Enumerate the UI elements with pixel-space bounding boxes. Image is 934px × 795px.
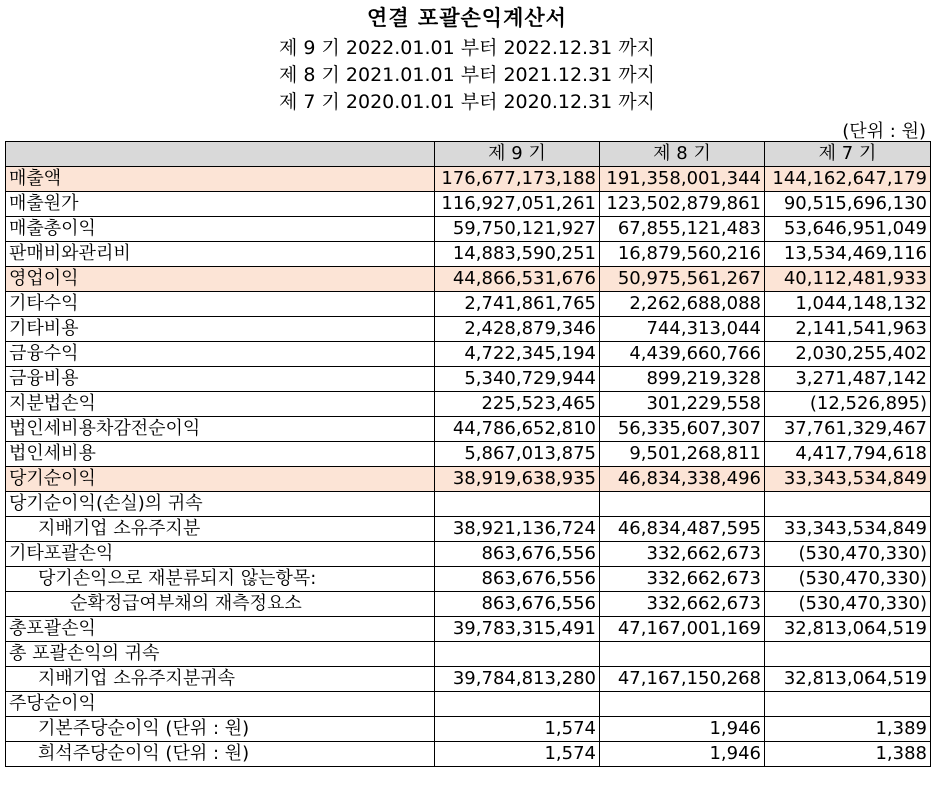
table-row <box>6 292 931 317</box>
table-row <box>6 217 931 242</box>
row-label: 당기순이익(손실)의 귀속 <box>6 492 435 517</box>
period-line-7: 제 7 기 2020.01.01 부터 2020.12.31 까지 <box>278 91 656 113</box>
row-label: 매출원가 <box>6 192 435 217</box>
value-period-8: 47,167,001,169 <box>600 617 765 642</box>
value-period-9: 2,428,879,346 <box>435 317 600 342</box>
table-row <box>6 642 931 667</box>
row-label: 당기손익으로 재분류되지 않는항목: <box>6 567 435 592</box>
row-label: 기타비용 <box>6 317 435 342</box>
value-period-9: 5,340,729,944 <box>435 367 600 392</box>
value-period-7: 1,044,148,132 <box>765 292 931 317</box>
row-label: 희석주당순이익 (단위 : 원) <box>6 742 435 767</box>
value-period-9: 59,750,121,927 <box>435 217 600 242</box>
row-label: 기타포괄손익 <box>6 542 435 567</box>
value-period-9: 38,921,136,724 <box>435 517 600 542</box>
row-label: 금융수익 <box>6 342 435 367</box>
value-period-9: 863,676,556 <box>435 567 600 592</box>
period-line-8: 제 8 기 2021.01.01 부터 2021.12.31 까지 <box>278 64 656 86</box>
row-label: 당기순이익 <box>6 467 435 492</box>
table-row <box>6 342 931 367</box>
value-period-8: 1,946 <box>600 742 765 767</box>
value-period-7: 37,761,329,467 <box>765 417 931 442</box>
table-row <box>6 317 931 342</box>
row-label: 매출액 <box>6 167 435 192</box>
table-row <box>6 417 931 442</box>
value-period-9: 4,722,345,194 <box>435 342 600 367</box>
value-period-8: 46,834,487,595 <box>600 517 765 542</box>
value-period-9: 39,783,315,491 <box>435 617 600 642</box>
header-label <box>6 142 435 167</box>
value-period-9: 1,574 <box>435 742 600 767</box>
value-period-8 <box>600 492 765 517</box>
table-row <box>6 517 931 542</box>
table-row <box>6 567 931 592</box>
table-row <box>6 617 931 642</box>
value-period-8: 9,501,268,811 <box>600 442 765 467</box>
value-period-8: 332,662,673 <box>600 592 765 617</box>
value-period-8: 2,262,688,088 <box>600 292 765 317</box>
table-row <box>6 692 931 717</box>
header-row <box>6 142 931 167</box>
value-period-8: 1,946 <box>600 717 765 742</box>
row-label: 판매비와관리비 <box>6 242 435 267</box>
value-period-8: 191,358,001,344 <box>600 167 765 192</box>
table-row <box>6 717 931 742</box>
value-period-8 <box>600 692 765 717</box>
value-period-7: 2,030,255,402 <box>765 342 931 367</box>
header-period-7: 제 7 기 <box>765 142 931 167</box>
value-period-7: 32,813,064,519 <box>765 667 931 692</box>
value-period-8: 332,662,673 <box>600 567 765 592</box>
value-period-9: 2,741,861,765 <box>435 292 600 317</box>
value-period-7 <box>765 492 931 517</box>
value-period-9 <box>435 492 600 517</box>
value-period-9: 863,676,556 <box>435 592 600 617</box>
value-period-7 <box>765 642 931 667</box>
row-label: 기타수익 <box>6 292 435 317</box>
table-row <box>6 267 931 292</box>
table-row <box>6 167 931 192</box>
value-period-7: 33,343,534,849 <box>765 467 931 492</box>
value-period-7: 3,271,487,142 <box>765 367 931 392</box>
table-row <box>6 742 931 767</box>
table-row <box>6 492 931 517</box>
value-period-8: 744,313,044 <box>600 317 765 342</box>
value-period-8 <box>600 642 765 667</box>
value-period-8: 4,439,660,766 <box>600 342 765 367</box>
value-period-8: 301,229,558 <box>600 392 765 417</box>
value-period-7: 53,646,951,049 <box>765 217 931 242</box>
table-row <box>6 667 931 692</box>
table-row <box>6 367 931 392</box>
value-period-9: 14,883,590,251 <box>435 242 600 267</box>
header-period-9: 제 9 기 <box>435 142 600 167</box>
table-row <box>6 242 931 267</box>
value-period-7: 33,343,534,849 <box>765 517 931 542</box>
value-period-7: 90,515,696,130 <box>765 192 931 217</box>
value-period-9: 176,677,173,188 <box>435 167 600 192</box>
value-period-9: 44,786,652,810 <box>435 417 600 442</box>
value-period-7: 13,534,469,116 <box>765 242 931 267</box>
value-period-8: 67,855,121,483 <box>600 217 765 242</box>
row-label: 영업이익 <box>6 267 435 292</box>
value-period-7 <box>765 692 931 717</box>
row-label: 주당순이익 <box>6 692 435 717</box>
statement-title: 연결 포괄손익계산서 <box>367 6 567 30</box>
value-period-9: 5,867,013,875 <box>435 442 600 467</box>
value-period-8: 50,975,561,267 <box>600 267 765 292</box>
value-period-9: 225,523,465 <box>435 392 600 417</box>
value-period-7: (530,470,330) <box>765 592 931 617</box>
value-period-8: 123,502,879,861 <box>600 192 765 217</box>
value-period-8: 56,335,607,307 <box>600 417 765 442</box>
value-period-8: 899,219,328 <box>600 367 765 392</box>
income-statement-table <box>5 141 931 767</box>
row-label: 총포괄손익 <box>6 617 435 642</box>
row-label: 매출총이익 <box>6 217 435 242</box>
value-period-7: 32,813,064,519 <box>765 617 931 642</box>
header-period-8: 제 8 기 <box>600 142 765 167</box>
value-period-8: 332,662,673 <box>600 542 765 567</box>
table-row <box>6 442 931 467</box>
value-period-7: (12,526,895) <box>765 392 931 417</box>
row-label: 금융비용 <box>6 367 435 392</box>
table-row <box>6 192 931 217</box>
table-row <box>6 542 931 567</box>
row-label: 기본주당순이익 (단위 : 원) <box>6 717 435 742</box>
value-period-7: 144,162,647,179 <box>765 167 931 192</box>
value-period-8: 46,834,338,496 <box>600 467 765 492</box>
row-label: 지분법손익 <box>6 392 435 417</box>
value-period-7: (530,470,330) <box>765 542 931 567</box>
row-label: 법인세비용 <box>6 442 435 467</box>
value-period-8: 16,879,560,216 <box>600 242 765 267</box>
value-period-7: 40,112,481,933 <box>765 267 931 292</box>
value-period-7: (530,470,330) <box>765 567 931 592</box>
value-period-9: 1,574 <box>435 717 600 742</box>
table-row <box>6 592 931 617</box>
value-period-7: 1,388 <box>765 742 931 767</box>
table-row <box>6 392 931 417</box>
period-line-9: 제 9 기 2022.01.01 부터 2022.12.31 까지 <box>278 37 656 59</box>
row-label: 총 포괄손익의 귀속 <box>6 642 435 667</box>
value-period-9: 44,866,531,676 <box>435 267 600 292</box>
row-label: 순확정급여부채의 재측정요소 <box>6 592 435 617</box>
value-period-7: 2,141,541,963 <box>765 317 931 342</box>
value-period-9: 863,676,556 <box>435 542 600 567</box>
value-period-9: 38,919,638,935 <box>435 467 600 492</box>
row-label: 지배기업 소유주지분귀속 <box>6 667 435 692</box>
value-period-9 <box>435 642 600 667</box>
value-period-9 <box>435 692 600 717</box>
value-period-9: 116,927,051,261 <box>435 192 600 217</box>
table-row <box>6 467 931 492</box>
row-label: 지배기업 소유주지분 <box>6 517 435 542</box>
value-period-7: 1,389 <box>765 717 931 742</box>
unit-label: (단위 : 원) <box>842 121 926 142</box>
value-period-7: 4,417,794,618 <box>765 442 931 467</box>
value-period-8: 47,167,150,268 <box>600 667 765 692</box>
row-label: 법인세비용차감전순이익 <box>6 417 435 442</box>
value-period-9: 39,784,813,280 <box>435 667 600 692</box>
